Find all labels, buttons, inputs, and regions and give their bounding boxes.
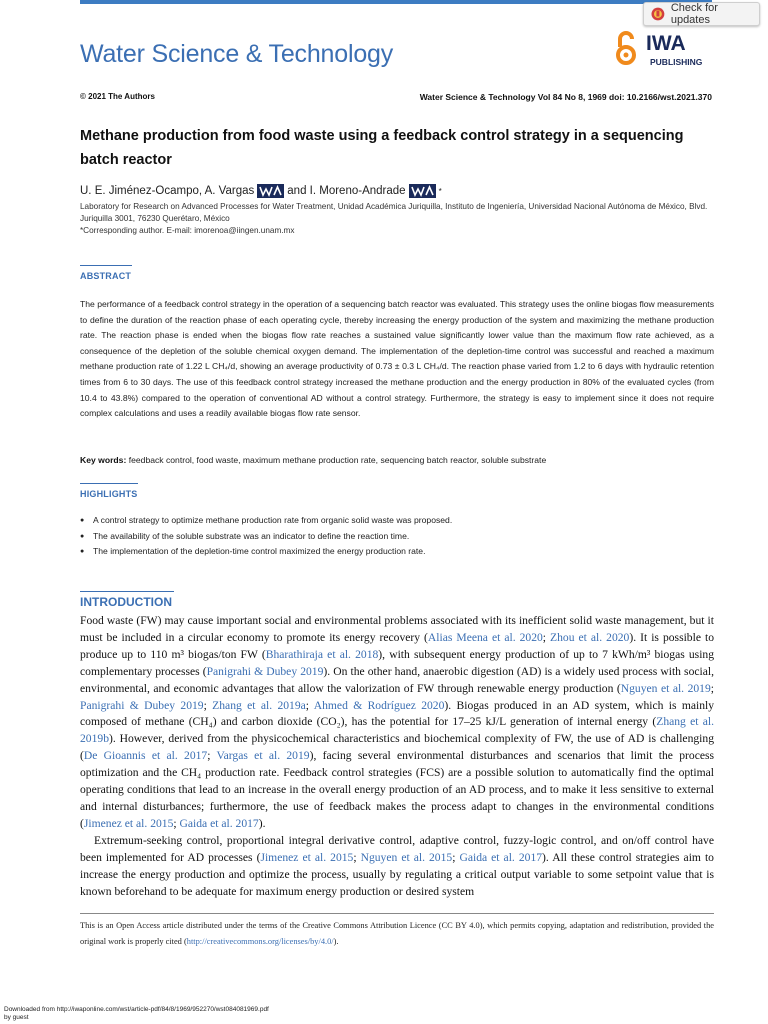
highlight-item: ● The availability of the soluble substrate was an indicator to define the reaction time. (80, 529, 714, 545)
intro-paragraph-2 (80, 833, 714, 901)
affiliation-block (80, 201, 720, 237)
iwa-member-icon[interactable] (409, 184, 436, 198)
citation-link[interactable]: De Gioannis et al. 2017 (83, 749, 208, 763)
corresponding-mark: * (438, 186, 442, 196)
body-text-run: ; (542, 630, 551, 644)
keywords-line (80, 455, 546, 465)
highlights-rule (80, 483, 138, 484)
citation-link[interactable]: Nguyen et al. 2019 (620, 681, 711, 695)
abstract-heading: ABSTRACT (80, 271, 132, 281)
body-text-run: ; (203, 698, 213, 712)
body-text-run: ). On the other hand, anaerobic digestion (AD) is a widely used process with social, environmental, and economic advantages that allow the valorization of FW through renewable energy production ( (80, 664, 714, 695)
download-url: Downloaded from http://iwaponline.com/wst/article-pdf/84/8/1969/952270/wst084081969.pdf (4, 1006, 269, 1013)
body-text-run: ; (207, 749, 217, 763)
license-text-end: ). (333, 936, 339, 946)
citation-link[interactable]: Nguyen et al. 2015 (360, 850, 453, 864)
body-text-run: ). However, derived from the physicochemical characteristics and biochemical complexity of FW, the use of AD is challenging ( (80, 732, 714, 763)
footnote-rule (80, 913, 714, 914)
body-text-run: ). (258, 816, 266, 830)
download-by: by guest (4, 1014, 29, 1021)
license-footnote (80, 918, 714, 949)
article-title: Methane production from food waste using a feedback control strategy in a sequencing batch reactor (80, 128, 684, 168)
abstract-rule (80, 265, 132, 266)
keywords-label: Key words: (80, 455, 127, 465)
citation-link[interactable]: Gaida et al. 2017 (179, 816, 259, 830)
license-text: This is an Open Access article distributed under the terms of the Creative Commons Attribution Licence (CC BY 4.0), which permits copying, adaptation and redistribution, provided the original work is properly cited ( (80, 921, 714, 946)
open-access-icon (618, 33, 634, 63)
body-text-run: ). It is possible to produce up to 110 m³ biogas/ton FW ( (80, 630, 714, 661)
affiliation-text: Laboratory for Research on Advanced Processes for Water Treatment, Unidad Académica Juriquilla, Instituto de Ingeniería, Universidad Nacional Autónoma de México, Blvd. Juriquilla 3001, 76230 Querétaro, México (80, 202, 708, 223)
citation-line: Water Science & Technology Vol 84 No 8, 1969 doi: 10.2166/wst.2021.370 (419, 92, 712, 102)
license-link[interactable]: http://creativecommons.org/licenses/by/4.0/ (186, 936, 334, 946)
download-notice (4, 1006, 269, 1022)
body-text-run: ; (710, 681, 714, 695)
introduction-body (80, 613, 714, 900)
body-text-run: ), facing several environmental disturbances and scenarios that limit the process optimization and the CH₄ production rate. Feedback control strategies (FCS) are a possible solution to automatically find the optimal operating conditions that lead to an increase in the overall energy production of an AD process, and to make it less sensitive to external and internal disturbances; furthermore, the use of feedback makes the process adapt to changes in the environmental conditions ( (80, 749, 715, 830)
highlights-list (80, 513, 714, 560)
citation-link[interactable]: Vargas et al. 2019 (216, 749, 310, 763)
iwa-publishing-logo[interactable] (616, 26, 716, 70)
iwa-logo-text: IWA (646, 32, 686, 55)
body-text-run: ; (305, 698, 314, 712)
iwa-member-icon[interactable] (257, 184, 284, 198)
body-text-run: Food waste (FW) may cause important social and environmental problems associated with its inefficient solid waste management, but it must be included in a circular economy to promote its energy recovery ( (80, 614, 714, 644)
check-updates-label: Check for updates (670, 2, 718, 26)
journal-title[interactable]: Water Science & Technology (80, 40, 394, 68)
citation-link[interactable]: Panigrahi & Dubey 2019 (80, 698, 204, 712)
citation-link[interactable]: Alias Meena et al. 2020 (427, 630, 543, 644)
citation-link[interactable]: Bharathiraja et al. 2018 (265, 647, 379, 661)
citation-link[interactable]: Zhang et al. 2019b (80, 715, 714, 746)
body-text-run: ; (353, 850, 361, 864)
check-for-updates-button[interactable] (643, 2, 760, 26)
citation-link[interactable]: Gaida et al. 2017 (459, 850, 543, 864)
keywords-values: feedback control, food waste, maximum methane production rate, sequencing batch reactor, soluble substrate (126, 455, 547, 465)
authors-part-b: and I. Moreno-Andrade (287, 185, 406, 197)
top-accent-bar (80, 0, 712, 4)
authors-part-a: U. E. Jiménez-Ocampo, A. Vargas (80, 185, 255, 197)
highlight-item: ● A control strategy to optimize methane production rate from organic solid waste was proposed. (80, 513, 714, 529)
body-text-run: Extremum-seeking control, proportional integral derivative control, adaptive control, fuzzy-logic control, and on/off control have been implemented for AD processes ( (80, 833, 714, 864)
body-text-run: ; (173, 816, 180, 830)
highlight-item: ● The implementation of the depletion-time control maximized the energy production rate. (80, 544, 714, 560)
citation-link[interactable]: Zhou et al. 2020 (550, 630, 630, 644)
body-text-run: ). All these control strategies aim to increase the energy production and optimize the process, usually by regulating a critical output variable to some setpoint value that is known beforehand to be adequate for maximum energy production or desired system (80, 850, 714, 898)
citation-link[interactable]: Jimenez et al. 2015 (260, 850, 354, 864)
citation-link[interactable]: Panigrahi & Dubey 2019 (206, 664, 324, 678)
highlights-heading: HIGHLIGHTS (80, 489, 138, 499)
publishing-logo-text: PUBLISHING (650, 57, 703, 67)
corresponding-author-email: *Corresponding author. E-mail: imorenoa@iingen.unam.mx (80, 226, 295, 235)
copyright-line: © 2021 The Authors (80, 92, 155, 101)
check-updates-icon (651, 7, 665, 21)
citation-link[interactable]: Zhang et al. 2019a (212, 698, 306, 712)
introduction-heading: INTRODUCTION (80, 595, 172, 609)
body-text-run: ; (452, 850, 460, 864)
body-text-run: ). Biogas produced in an AD system, which is mainly composed of methane (CH₄) and carbon dioxide (CO₂), has the potential for 17–25 kJ/L generation of internal energy ( (80, 698, 715, 729)
abstract-text: The performance of a feedback control strategy in the operation of a sequencing batch reactor was evaluated. This strategy uses the online biogas flow measurements to define the duration of the reaction phase of each operating cycle, thereby increasing the energy production of the system and maximizing the methane production rate. The reaction phase is ended when the biogas flow rate reaches a sustained value significantly lower value than the maximum flow rate achieved, as a consequence of the depletion of the soluble chemical oxygen demand. The implementation of the depletion-time control was successful and reached a maximum methane production rate of 1.22 L CH₄/d, showing an average productivity of 0.73 ± 0.3 L CH₄/d. The reaction phase varied from 1.2 to 6 days with hydraulic retention times from 6 to 30 days. The use of this feedback control strategy increased the methane production and the energy production in 80% of the evaluated cycles (from 10.4 to 43.8%) compared to the operation of conventional AD without a control strategy. Furthermore, the strategy is easy to implement since it does not require complex calculations and uses a readily available biogas flow rate sensor. (80, 299, 714, 419)
intro-paragraph-1 (80, 613, 714, 833)
citation-link[interactable]: Ahmed & Rodríguez 2020 (313, 698, 445, 712)
author-line (80, 184, 442, 198)
citation-link[interactable]: Jimenez et al. 2015 (83, 816, 174, 830)
introduction-rule (80, 591, 174, 592)
body-text-run: ), with subsequent energy production of up to 7 kWh/m³ biogas using complementary processes ( (80, 647, 715, 678)
